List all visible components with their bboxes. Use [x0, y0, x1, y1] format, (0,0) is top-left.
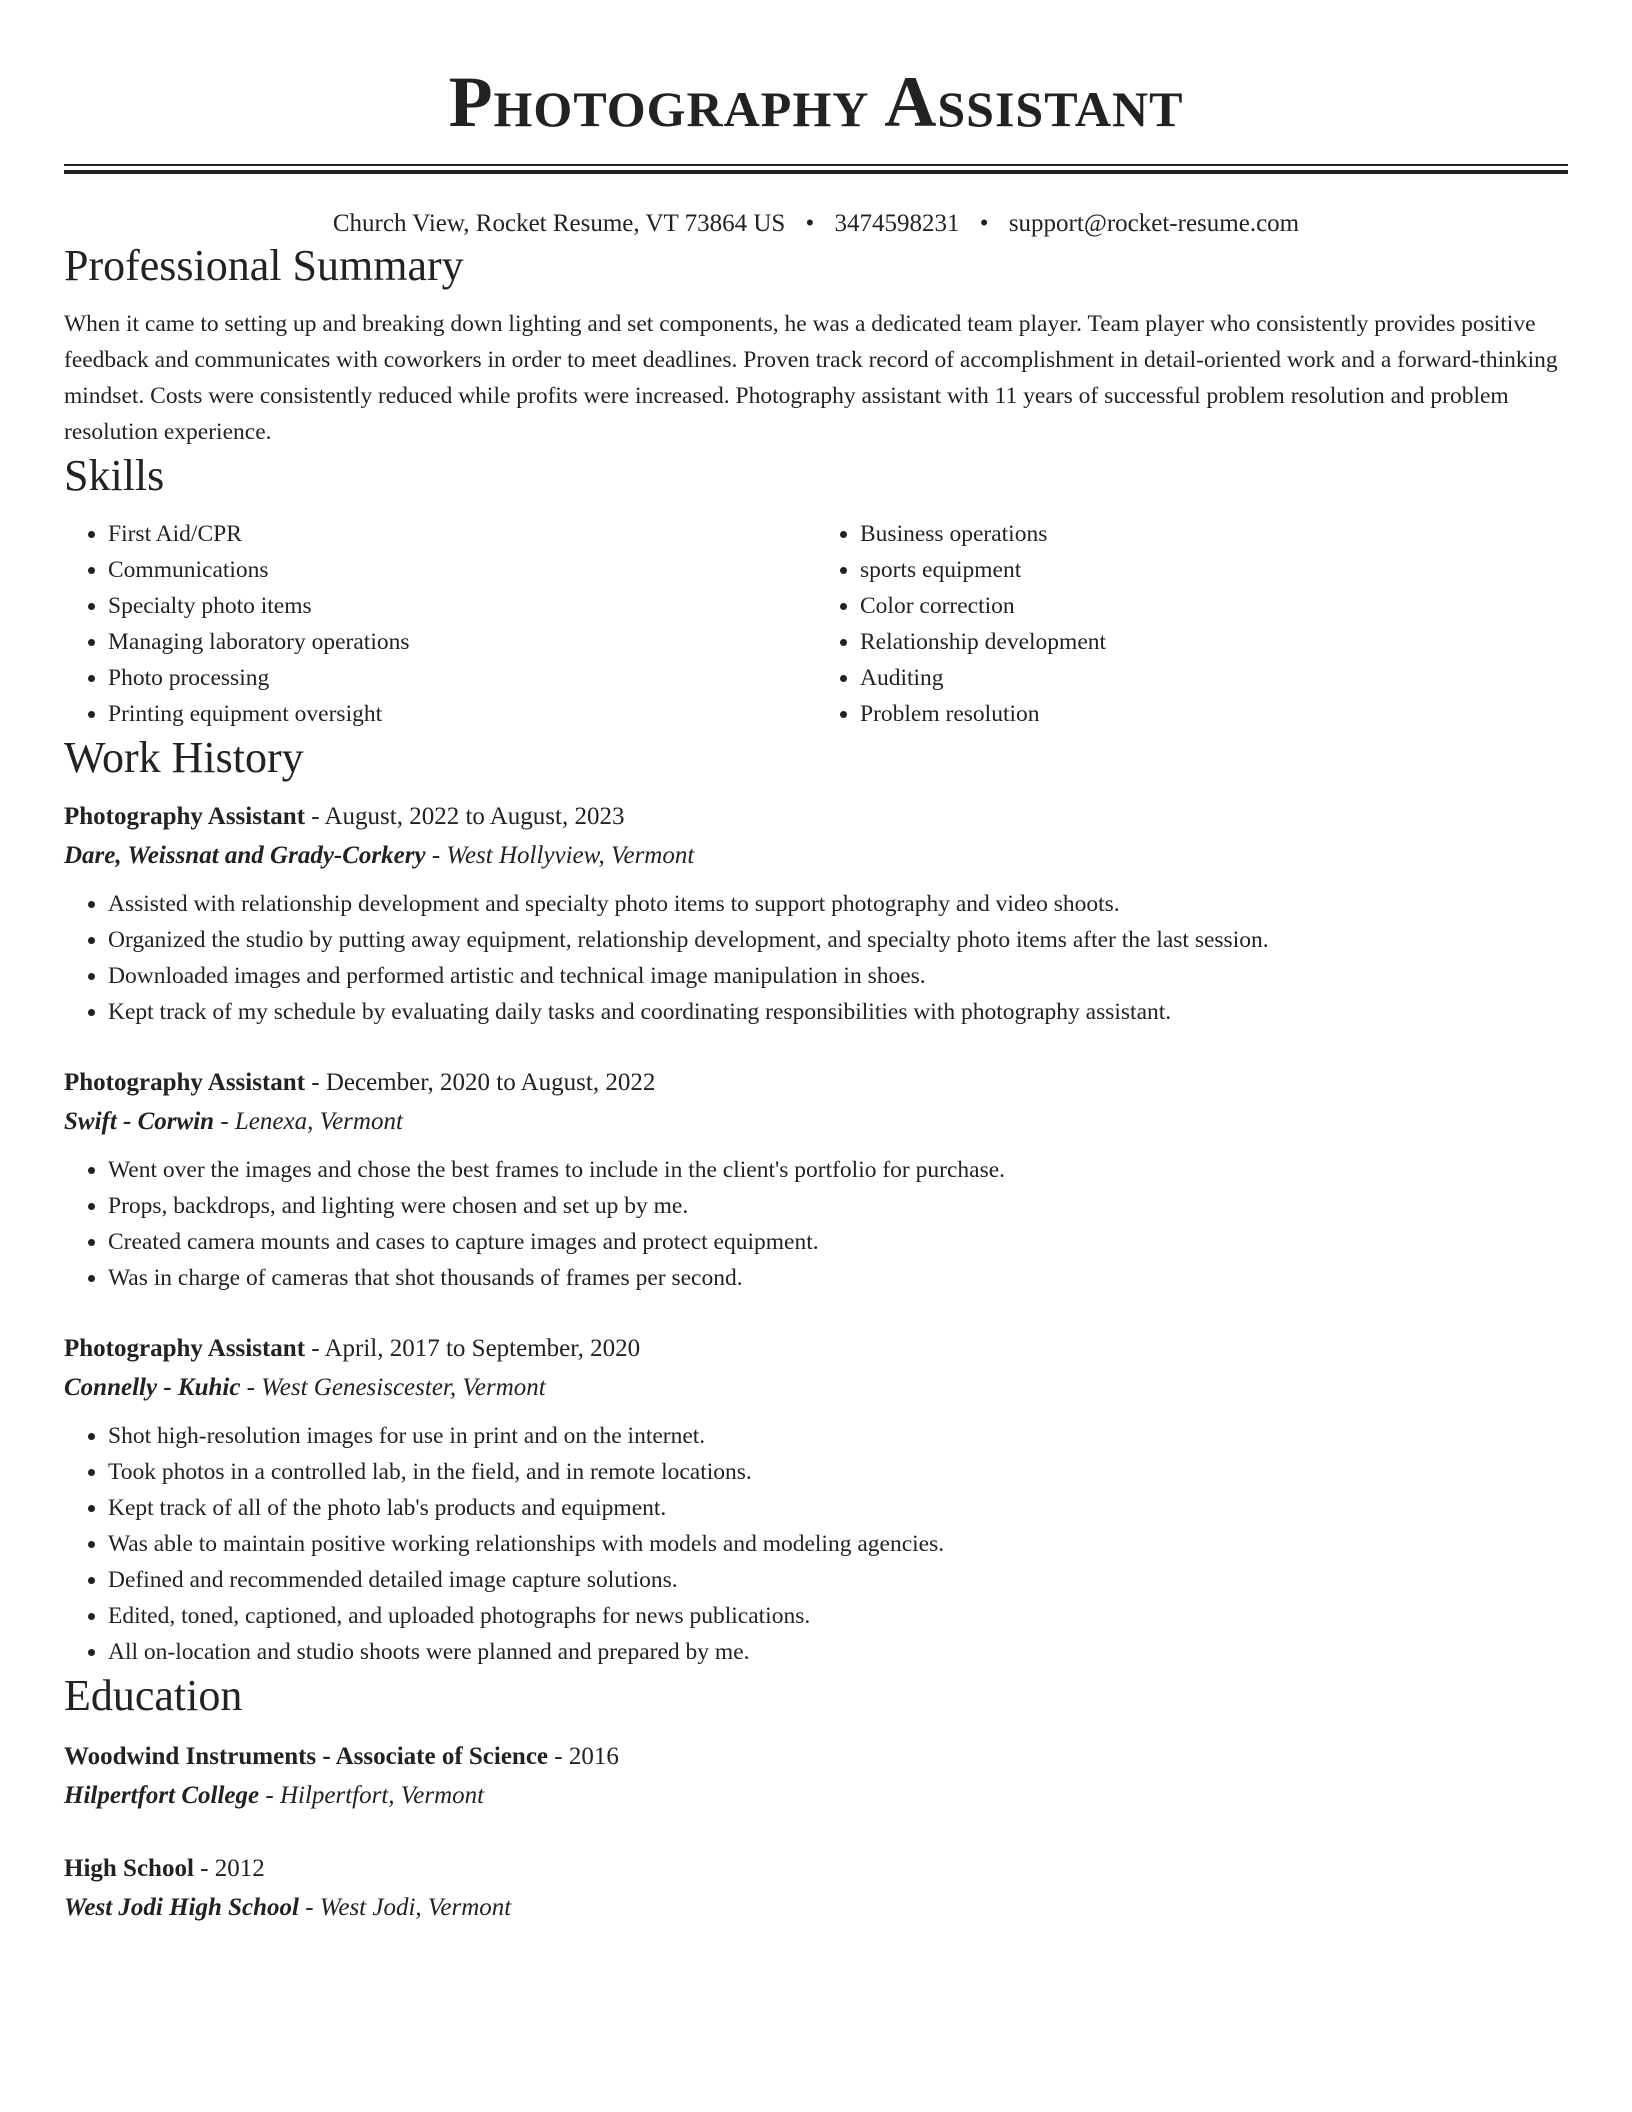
job-bullet: • Kept track of my schedule by evaluating daily tasks and coordinating responsibilities with photography assistant.	[108, 994, 1568, 1030]
skill-item: • Business operations	[860, 516, 1568, 552]
education-school: West Jodi High School	[64, 1894, 299, 1921]
skill-item: • Managing laboratory operations	[108, 624, 816, 660]
skills-list-left	[64, 516, 816, 732]
job-title-line	[64, 798, 1568, 836]
education-degree-line	[64, 1850, 1568, 1888]
job-bullet: • Organized the studio by putting away equipment, relationship development, and specialty photo items after the last session.	[108, 922, 1568, 958]
resume-name-heading: Photography Assistant	[448, 62, 1184, 142]
job-location: - West Genesiscester, Vermont	[240, 1374, 546, 1401]
job-title-line	[64, 1330, 1568, 1368]
summary-heading: Professional Summary	[64, 241, 464, 290]
job-title-line	[64, 1064, 1568, 1102]
skills-list-right	[816, 516, 1568, 732]
job-company-line	[64, 1102, 1568, 1142]
job-bullet: • Edited, toned, captioned, and uploaded photographs for news publications.	[108, 1598, 1568, 1634]
education-school-line	[64, 1776, 1568, 1816]
job-role: Photography Assistant	[64, 1335, 306, 1362]
header-divider	[64, 164, 1568, 174]
job-bullet: • Took photos in a controlled lab, in the field, and in remote locations.	[108, 1454, 1568, 1490]
job-bullets	[64, 886, 1568, 1030]
skill-item: • Auditing	[860, 660, 1568, 696]
job-company-line	[64, 1368, 1568, 1408]
job-bullet: • Was able to maintain positive working relationships with models and modeling agencies.	[108, 1526, 1568, 1562]
contact-separator: •	[805, 210, 815, 237]
skill-item: • Printing equipment oversight	[108, 696, 816, 732]
skill-item: • Communications	[108, 552, 816, 588]
education-year: - 2016	[548, 1743, 619, 1770]
education-entry	[64, 1850, 1568, 1928]
job-bullet: • Defined and recommended detailed image capture solutions.	[108, 1562, 1568, 1598]
skill-item: • Relationship development	[860, 624, 1568, 660]
job-role: Photography Assistant	[64, 803, 306, 830]
skill-item: • Color correction	[860, 588, 1568, 624]
contact-address: Church View, Rocket Resume, VT 73864 US	[332, 210, 786, 237]
skill-item: • First Aid/CPR	[108, 516, 816, 552]
job-entry	[64, 1064, 1568, 1296]
job-entry	[64, 798, 1568, 1030]
education-school-line	[64, 1888, 1568, 1928]
job-location: - West Hollyview, Vermont	[425, 842, 695, 869]
contact-phone: 3474598231	[834, 210, 960, 237]
job-company-line	[64, 836, 1568, 876]
job-role: Photography Assistant	[64, 1069, 306, 1096]
education-degree: High School	[64, 1855, 194, 1882]
job-bullet: • Shot high-resolution images for use in print and on the internet.	[108, 1418, 1568, 1454]
job-bullet: • Kept track of all of the photo lab's products and equipment.	[108, 1490, 1568, 1526]
job-bullets	[64, 1418, 1568, 1670]
education-heading: Education	[64, 1671, 243, 1720]
job-dates: - April, 2017 to September, 2020	[305, 1335, 641, 1362]
job-bullet: • Was in charge of cameras that shot thousands of frames per second.	[108, 1260, 1568, 1296]
contact-line	[64, 208, 1568, 240]
job-dates: - August, 2022 to August, 2023	[305, 803, 625, 830]
contact-separator: •	[979, 210, 989, 237]
education-degree: Woodwind Instruments - Associate of Science	[64, 1743, 549, 1770]
job-company: Connelly - Kuhic	[64, 1374, 241, 1401]
education-degree-line	[64, 1738, 1568, 1776]
work-history-heading: Work History	[64, 733, 304, 782]
education-year: - 2012	[193, 1855, 265, 1882]
job-location: - Lenexa, Vermont	[214, 1108, 403, 1135]
job-bullet: • Props, backdrops, and lighting were chosen and set up by me.	[108, 1188, 1568, 1224]
education-location: - Hilpertfort, Vermont	[259, 1782, 485, 1809]
contact-email: support@rocket-resume.com	[1008, 210, 1300, 237]
job-bullet: • Downloaded images and performed artistic and technical image manipulation in shoes.	[108, 958, 1568, 994]
job-bullet: • Created camera mounts and cases to capture images and protect equipment.	[108, 1224, 1568, 1260]
job-bullet: • Went over the images and chose the best frames to include in the client's portfolio for purchase.	[108, 1152, 1568, 1188]
job-company: Dare, Weissnat and Grady-Corkery	[64, 842, 426, 869]
skill-item: • Problem resolution	[860, 696, 1568, 732]
education-school: Hilpertfort College	[64, 1782, 260, 1809]
skills-grid	[64, 516, 1568, 732]
job-bullet: • Assisted with relationship development and specialty photo items to support photography and video shoots.	[108, 886, 1568, 922]
job-entry	[64, 1330, 1568, 1670]
job-bullets	[64, 1152, 1568, 1296]
skill-item: • sports equipment	[860, 552, 1568, 588]
skills-heading: Skills	[64, 451, 165, 500]
job-bullet: • All on-location and studio shoots were planned and prepared by me.	[108, 1634, 1568, 1670]
skill-item: • Specialty photo items	[108, 588, 816, 624]
skill-item: • Photo processing	[108, 660, 816, 696]
summary-text: When it came to setting up and breaking down lighting and set components, he was a dedicated team player. Team player who consistently provides positive feedback and communicates with coworkers in order to meet deadlines. Proven track record of accomplishment in detail-oriented work and a forward-thinking mindset. Costs were consistently reduced while profits were increased. Photography assistant with 11 years of successful problem resolution and problem resolution experience.	[64, 311, 1558, 445]
education-entry	[64, 1738, 1568, 1816]
job-company: Swift - Corwin	[64, 1108, 215, 1135]
education-location: - West Jodi, Vermont	[299, 1894, 512, 1921]
job-dates: - December, 2020 to August, 2022	[305, 1069, 656, 1096]
